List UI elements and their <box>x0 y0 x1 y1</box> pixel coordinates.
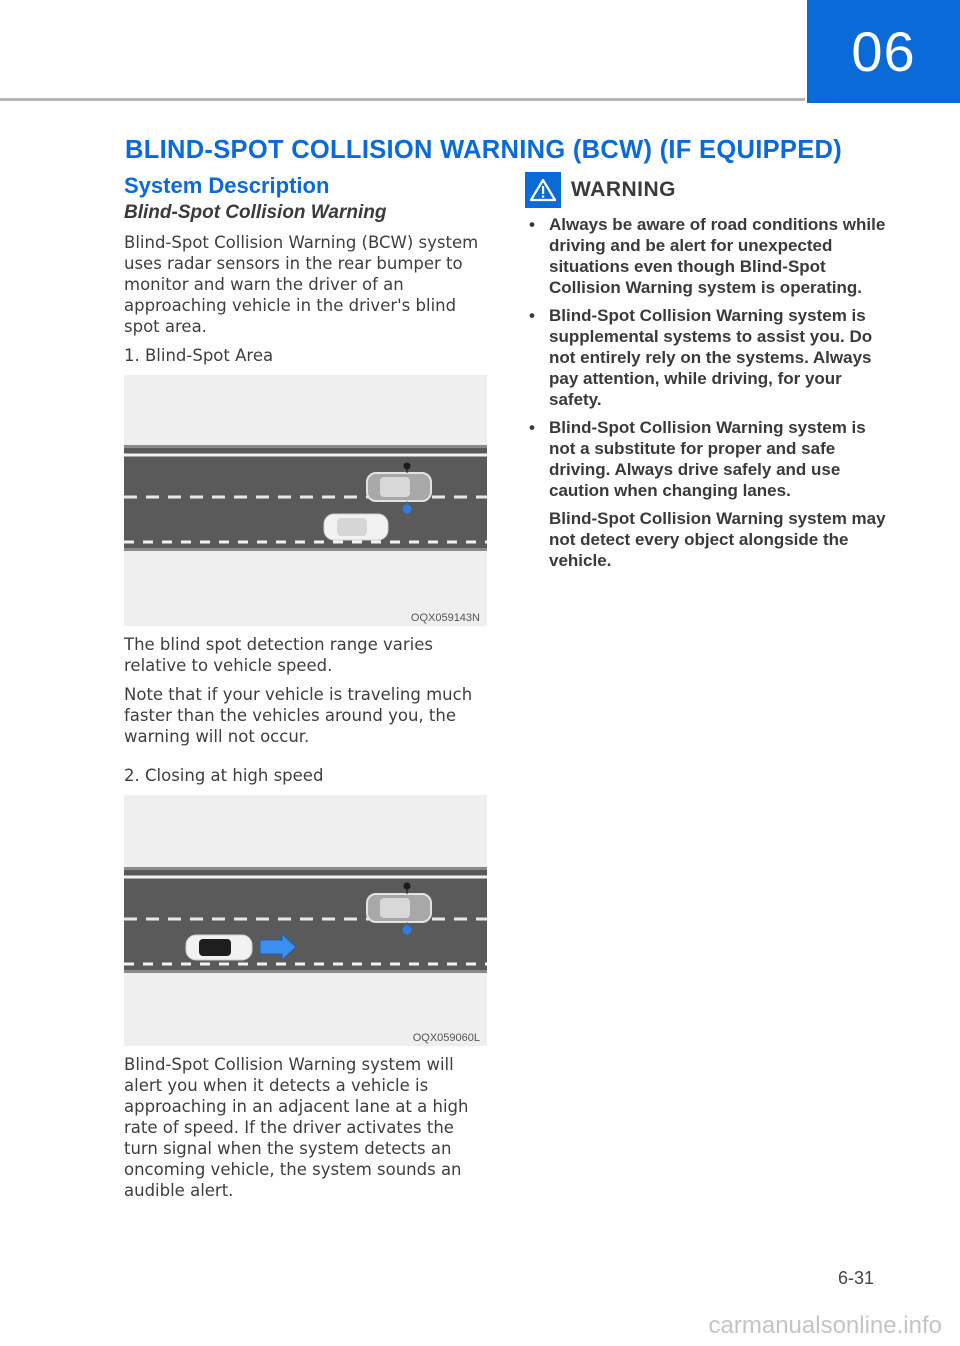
figure-code: OQX059060L <box>412 1032 480 1044</box>
car-icon <box>367 473 431 501</box>
intro-paragraph: Blind-Spot Collision Warning (BCW) system uses radar sensors in the rear bumper to monitor and warn the driver of an approaching vehicle in the driver's blind spot area. <box>124 233 479 336</box>
radar-dot-icon <box>403 505 412 514</box>
warning-triangle-icon <box>525 172 561 208</box>
heading-system-description: System Description <box>124 173 330 198</box>
road-illustration-2 <box>124 795 487 1046</box>
radar-dot-icon <box>403 926 412 935</box>
note-paragraph: Note that if your vehicle is traveling much faster than the vehicles around you, the warning will not occur. <box>124 685 473 746</box>
subheading-bcw: Blind-Spot Collision Warning <box>124 202 387 223</box>
warning-continuation: Blind-Spot Collision Warning system may not detect every object alongside the vehicle. <box>549 509 886 570</box>
watermark: carmanualsonline.info <box>708 1312 942 1339</box>
header-rule <box>0 98 805 101</box>
figure-blind-spot-area <box>124 375 487 626</box>
warning-label: WARNING <box>571 178 676 201</box>
page-number: 6-31 <box>838 1268 875 1288</box>
warning-box <box>525 172 895 571</box>
warning-item: • Always be aware of road conditions while driving and be alert for unexpected situations even though Blind-Spot Collision Warning system is operating. <box>529 215 886 297</box>
warning-item: • Blind-Spot Collision Warning system is supplemental systems to assist you. Do not entirely rely on the systems. Always pay attention, while driving, for your safety. <box>529 306 873 409</box>
figure-code: OQX059143N <box>410 612 480 624</box>
item-blind-spot-area: 1. Blind-Spot Area <box>124 346 274 365</box>
figure-closing-high-speed <box>124 795 487 1046</box>
warning-item: • Blind-Spot Collision Warning system is not a substitute for proper and safe driving. Always drive safely and use caution when changing lanes. <box>529 418 866 500</box>
car-icon <box>324 514 388 540</box>
closing-paragraph: Blind-Spot Collision Warning system will alert you when it detects a vehicle is approaching in an adjacent lane at a high rate of speed. If the driver activates the turn signal when the system detects an oncoming vehicle, the system sounds an audible alert. <box>124 1055 469 1200</box>
section-title: BLIND-SPOT COLLISION WARNING (BCW) (IF EQUIPPED) <box>125 136 843 164</box>
road-illustration-1 <box>124 375 487 626</box>
chapter-tab: 06 <box>807 0 960 103</box>
warning-header <box>525 172 895 208</box>
car-icon <box>186 935 252 960</box>
range-paragraph: The blind spot detection range varies relative to vehicle speed. <box>124 635 434 675</box>
item-closing-high-speed: 2. Closing at high speed <box>124 766 324 785</box>
car-icon <box>367 894 431 922</box>
warning-list <box>525 214 895 501</box>
left-column <box>124 172 487 1209</box>
